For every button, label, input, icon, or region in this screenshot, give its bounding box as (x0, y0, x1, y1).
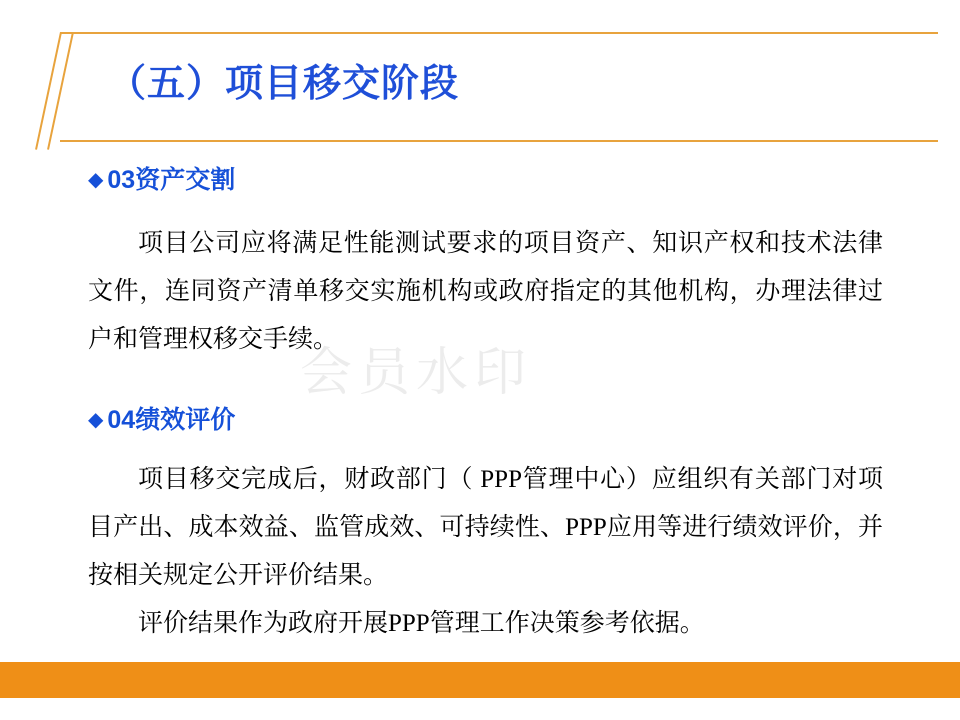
slash-line-2 (47, 32, 74, 150)
paragraph-performance-evaluation: 项目移交完成后，财政部门（ PPP管理中心）应组织有关部门对项目产出、成本效益、监管成效、可持续性、PPP应用等进行绩效评价，并按相关规定公开评价结果。 (88, 466, 883, 589)
bottom-accent-bar (0, 662, 960, 698)
slide-body (88, 158, 888, 648)
section-heading-label: 04绩效评价 (107, 406, 236, 434)
diamond-bullet-icon: ◆ (88, 409, 104, 431)
slash-line-1 (35, 32, 62, 150)
header-divider (60, 140, 938, 142)
diamond-bullet-icon: ◆ (88, 169, 104, 191)
bottom-white-strip (0, 698, 960, 720)
section-heading-asset-delivery (88, 162, 888, 198)
paragraph-evaluation-result: 评价结果作为政府开展PPP管理工作决策参考依据。 (138, 610, 705, 637)
section-heading-performance-evaluation (88, 402, 888, 438)
title-slash-decoration (56, 30, 102, 142)
watermark: 会员水印 (300, 344, 533, 402)
page-title: （五）项目移交阶段 (108, 63, 460, 105)
section-heading-label: 03资产交割 (107, 166, 236, 194)
paragraph-asset-delivery: 项目公司应将满足性能测试要求的项目资产、知识产权和技术法律文件，连同资产清单移交实施机构或政府指定的其他机构，办理法律过户和管理权移交手续。 (88, 230, 883, 353)
top-divider (60, 32, 938, 34)
